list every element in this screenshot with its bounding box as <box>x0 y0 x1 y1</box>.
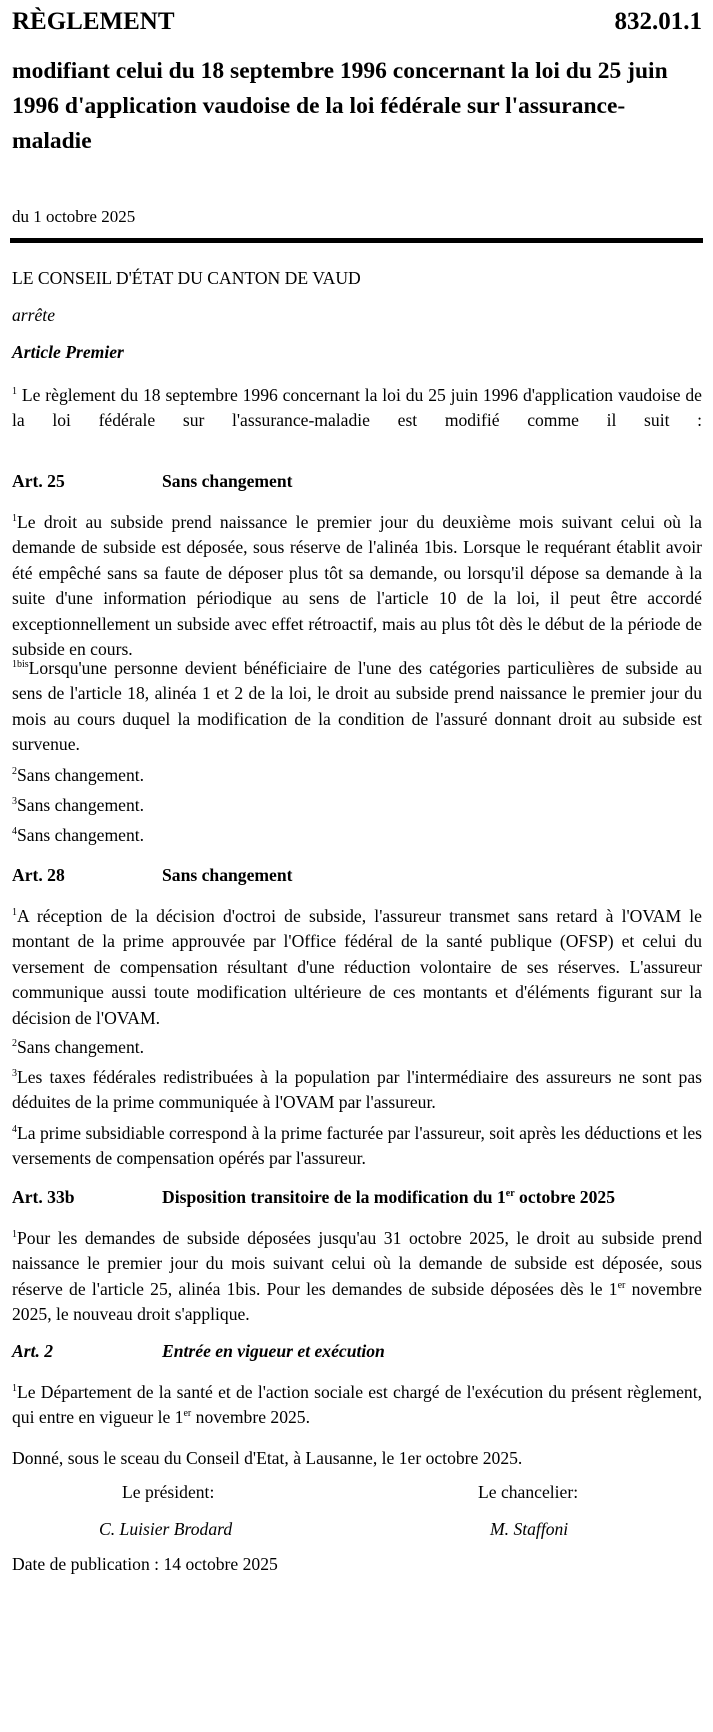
art33b-paragraph-1 <box>12 1226 702 1328</box>
paragraph-text: Les taxes fédérales redistribuées à la population par l'intermédiaire des assureurs ne sont pas déduites de la prime communiquée à l'OVAM par l'assureur. <box>12 1067 702 1113</box>
publication-date: Date de publication : 14 octobre 2025 <box>12 1554 278 1574</box>
paragraph-number: 2 <box>12 1038 17 1049</box>
paragraph-number: 1 <box>12 513 17 524</box>
paragraph-number: 4 <box>12 826 17 837</box>
document-date: du 1 octobre 2025 <box>12 207 136 226</box>
paragraph-number: 1 <box>12 907 17 918</box>
paragraph-text: novembre 2025, le nouveau droit s'applique. <box>12 1278 702 1325</box>
paragraph-text: La prime subsidiable correspond à la prime facturée par l'assureur, soit après les déductions et les versements de compensation opérés par l'assureur. <box>12 1123 702 1169</box>
title-superscript: er <box>505 1188 515 1199</box>
paragraph-number: 1 <box>12 1383 17 1394</box>
art25-paragraph-1bis <box>12 656 702 758</box>
given-statement: Donné, sous le sceau du Conseil d'Etat, à Lausanne, le 1er octobre 2025. <box>12 1448 523 1468</box>
paragraph-text: A réception de la décision d'octroi de subside, l'assureur transmet sans retard à l'OVAM le montant de la prime approuvée par l'Office fédéral de la santé publique (OFSP) et celui du versement de compensation résultant d'une réduction volontaire de ses réserves. L'assureur communique aussi toute modification ultérieure de ces montants et d'éléments figurant sur la décision de l'OVAM. <box>12 906 702 1028</box>
article-premier-heading: Article Premier <box>12 342 124 362</box>
paragraph-number: 2 <box>12 766 17 777</box>
paragraph-text: novembre 2025. <box>191 1407 310 1428</box>
art28-paragraph-3 <box>12 1065 702 1116</box>
article-number: Art. 25 <box>12 471 65 491</box>
document-title: modifiant celui du 18 septembre 1996 concernant la loi du 25 juin 1996 d'application vaudoise de la loi fédérale sur l'assurance-maladie <box>12 58 668 154</box>
paragraph-text: Sans changement. <box>17 765 145 785</box>
article-title: Sans changement <box>162 865 293 885</box>
art2-paragraph-1 <box>12 1380 702 1431</box>
chancellor-label: Le chancelier: <box>478 1482 579 1502</box>
article-number: Art. 33b <box>12 1187 75 1207</box>
art28-paragraph-1 <box>12 904 702 1031</box>
article-premier-paragraph-1 <box>12 383 702 434</box>
document-header <box>12 8 702 42</box>
title-part: octobre 2025 <box>514 1187 615 1207</box>
paragraph-number: 1 <box>12 386 17 397</box>
chancellor-name: M. Staffoni <box>490 1519 569 1539</box>
paragraph-text: Sans changement. <box>17 795 145 815</box>
art28-paragraph-4 <box>12 1121 702 1172</box>
president-label: Le président: <box>122 1482 215 1502</box>
article-number: Art. 28 <box>12 865 65 885</box>
art25-paragraph-2 <box>12 763 144 788</box>
title-part: Disposition transitoire de la modification du 1 <box>162 1187 506 1207</box>
art25-paragraph-4 <box>12 823 144 848</box>
art25-paragraph-3 <box>12 793 144 818</box>
decree-verb: arrête <box>12 305 55 325</box>
paragraph-text: Sans changement. <box>17 825 145 845</box>
paragraph-text: Pour les demandes de subside déposées jusqu'au 31 octobre 2025, le droit au subside prend naissance le premier jour du mois suivant celui où la demande de subside est déposée, sous réserve de l'article 25, alinéa 1bis. Pour les demandes de subside déposées dès le 1 <box>12 1228 702 1299</box>
document-number: 832.01.1 <box>614 8 702 35</box>
article-title: Entrée en vigueur et exécution <box>162 1341 385 1361</box>
paragraph-number: 1 <box>12 1229 17 1240</box>
paragraph-text: Le règlement du 18 septembre 1996 concernant la loi du 25 juin 1996 d'application vaudoise de la loi fédérale sur l'assurance-maladie est modifié comme il suit : <box>12 385 702 431</box>
paragraph-number: 3 <box>12 1068 17 1079</box>
paragraph-number: 4 <box>12 1124 17 1135</box>
article-number: Art. 2 <box>12 1341 54 1361</box>
issuing-authority: LE CONSEIL D'ÉTAT DU CANTON DE VAUD <box>12 268 361 288</box>
paragraph-number: 3 <box>12 796 17 807</box>
article-title: Sans changement <box>162 471 293 491</box>
president-name: C. Luisier Brodard <box>99 1519 233 1539</box>
superscript: er <box>183 1408 192 1420</box>
paragraph-number: 1bis <box>12 659 29 670</box>
paragraph-text: Le droit au subside prend naissance le premier jour du deuxième mois suivant celui où la demande de subside est déposée, sous réserve de l'alinéa 1bis. Lorsque le requérant établit avoir été empêché sans sa faute de déposer plus tôt sa demande, ou lorsqu'il dépose sa demande à la suite d'une information périodique au sens de l'article 10 de la loi, il peut être accordé exceptionnellement un subside avec effet rétroactif, mais au plus tôt dès le début de la période de subside en cours. <box>12 512 702 660</box>
art28-paragraph-2 <box>12 1035 144 1060</box>
paragraph-text: Lorsqu'une personne devient bénéficiaire de l'une des catégories particulières de subside au sens de l'article 18, alinéa 1 et 2 de la loi, le droit au subside prend naissance le premier jour du mois au cours duquel la modification de la condition de l'assuré donnant droit au subside est survenue. <box>12 658 702 755</box>
paragraph-text: Le Département de la santé et de l'action sociale est chargé de l'exécution du présent règlement, qui entre en vigueur le 1 <box>12 1382 702 1428</box>
paragraph-text: Sans changement. <box>17 1037 145 1057</box>
article-title <box>162 1185 615 1210</box>
header-divider <box>10 238 703 243</box>
art25-paragraph-1 <box>12 510 702 662</box>
document-type: RÈGLEMENT <box>12 8 175 35</box>
superscript: er <box>617 1279 626 1291</box>
